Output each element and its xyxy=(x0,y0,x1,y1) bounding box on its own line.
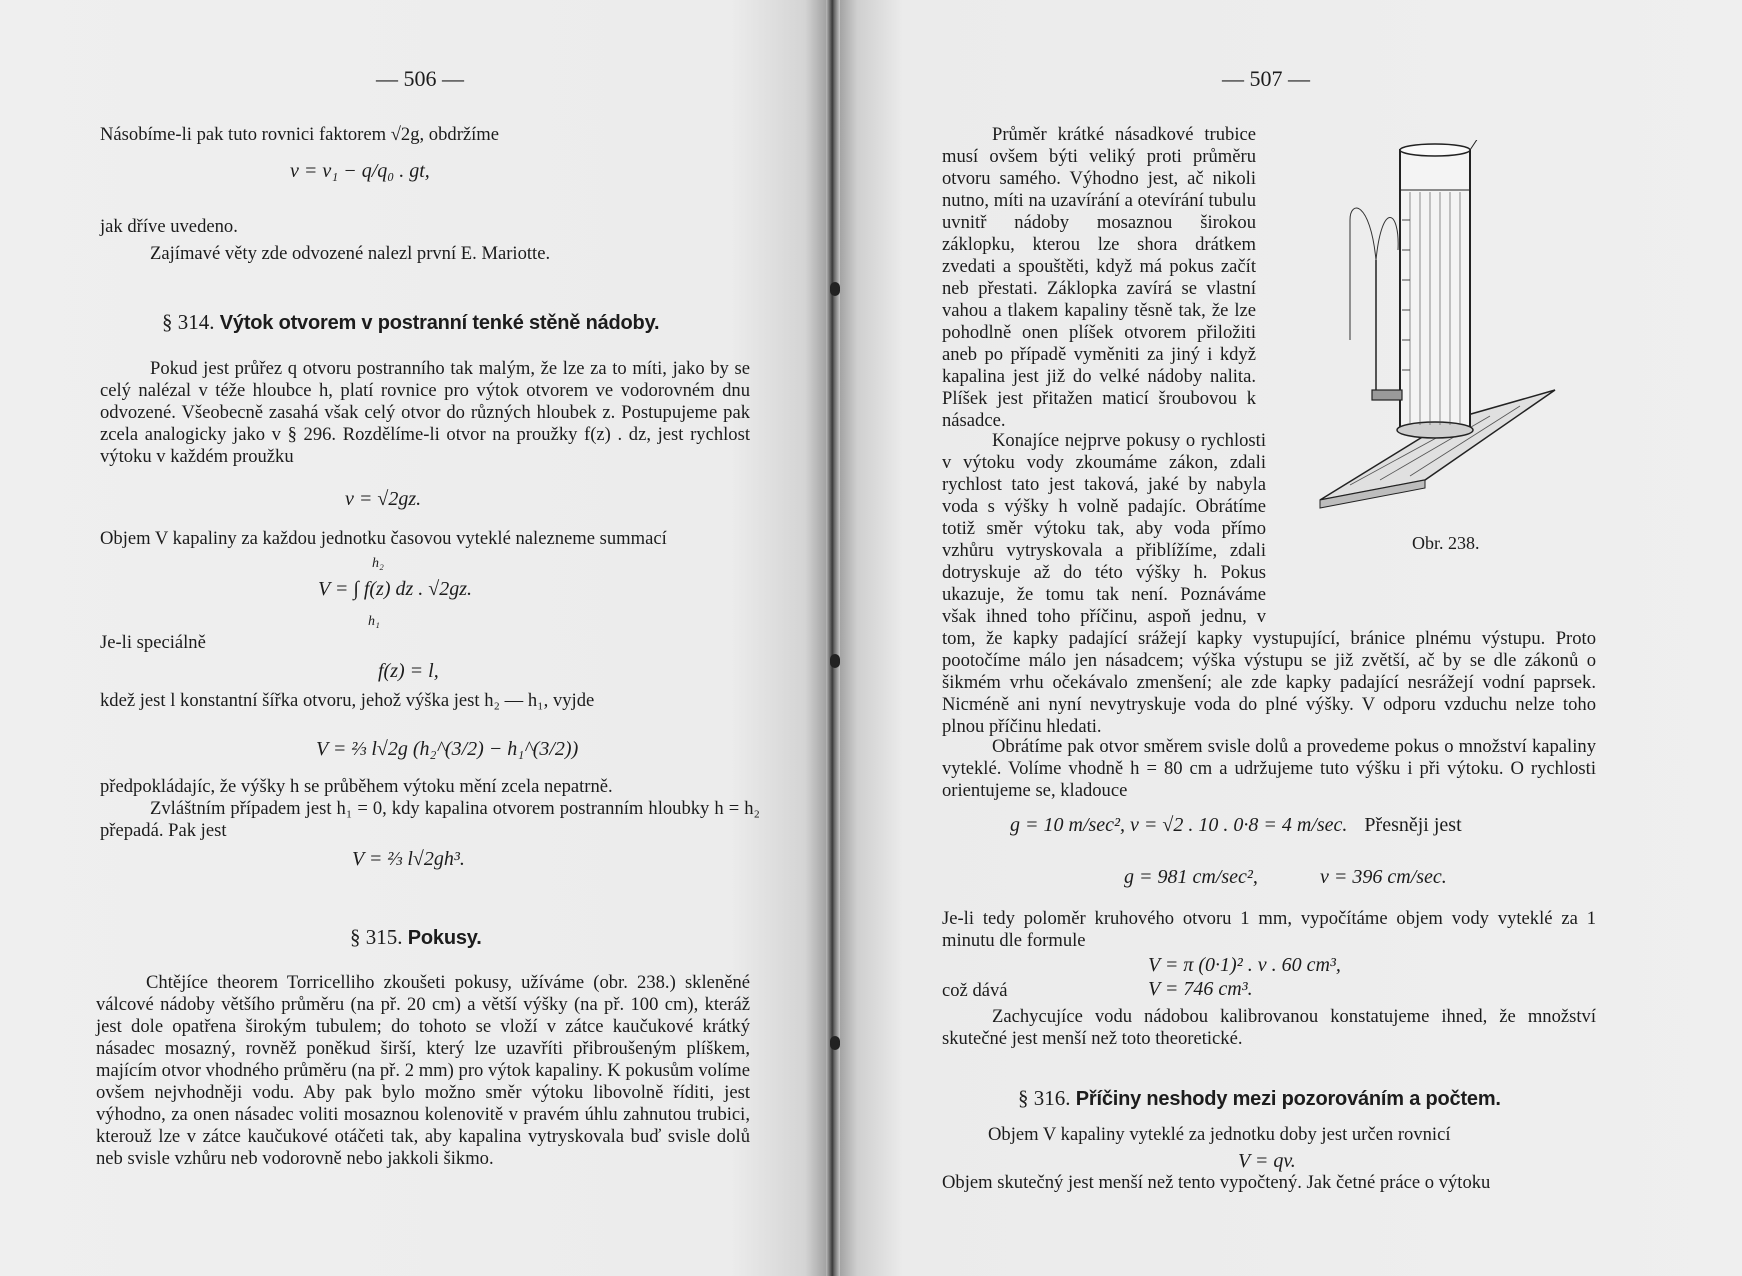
binding-stitch xyxy=(830,654,840,668)
nozzle xyxy=(1372,390,1402,400)
book-gutter xyxy=(826,0,840,1276)
page-number-left: — 506 — xyxy=(376,66,464,91)
integral-lower-limit: h₁ xyxy=(368,614,380,629)
paragraph-prumer: Průměr krátké násadkové trubice musí ovšem býti veliký proti průměru otvoru samého. Výhodno jest, ač nikoli nutno, míti na uzavírání a otevírání tubulu uvnitř nádoby mosaznou širokou záklopku, kterou lze shora drátkem zvedati a spouštěti, když má pokus začít neb přestati. Záklopka zavírá se vlastní vahou a tlakem kapaliny těsně tak, že lze pohodlně onen plíšek otvorem přiložiti aneb po případě vyměniti za jiný i když kapalina jest již do velké nádoby nalita. Plíšek jest přitažen maticí šroubovou k násadce. xyxy=(942,124,1256,431)
paragraph-objem: Objem V kapaliny vyteklé za jednotku doby jest určen rovnicí xyxy=(988,1124,1451,1145)
binding-stitch xyxy=(830,1036,840,1050)
equation-5: V = ⅔ l√2g (h₂^(3/2) − h₁^(3/2)) xyxy=(316,738,579,760)
paragraph-last: Objem skutečný jest menší než tento vypočtený. Jak četné práce o výtoku xyxy=(942,1172,1491,1193)
paragraph-konajice: Konajíce nejprve pokusy o rychlosti v výtoku vody zkoumáme zákon, zdali rychlost tato jest taková, jaké by nabyla voda s výšky h volně padajíc. Obrátíme totiž směr výtoku tak, aby voda přímo vzhůru vytryskovala a přiblížíme, zdali dotryskuje až do této výšky h. Pokus ukazuje, že tomu tak není. Poznáváme však ihned toho příčinu, aspoň jednu, v tom, že kapky padající srážejí kapky vystupující, bránice plnému výstupu. Proto pootočíme málo jen násadcem; výška výstupu se již zvětší, ač by se dle zákonů o šikmém vrhu očekávalo zmenšení; ale zde kapky padající nesrážejí vodní paprsek. Nicméně ani nyní nevytryskuje voda do plné výšky. V odporu vzduchu nelze toho plnou příčinu hledati. xyxy=(942,430,1596,736)
equation-3: V = ∫ f(z) dz . √2gz. xyxy=(318,578,473,600)
section-315-title: Pokusy. xyxy=(407,927,482,949)
equation-7: g = 10 m/sec², v = √2 . 10 . 0·8 = 4 m/sec. Přesněji jest xyxy=(1010,814,1462,836)
intro-line: Násobíme-li pak tuto rovnici faktorem √2g, obdržíme xyxy=(100,124,500,145)
equation-4: f(z) = l, xyxy=(378,660,439,682)
section-316-number: § 316. xyxy=(1018,1086,1071,1110)
water-jet-right xyxy=(1376,218,1398,261)
equation-2: v = √2gz. xyxy=(345,488,422,510)
equation-9: V = π (0·1)² . v . 60 cm³, xyxy=(1148,954,1341,976)
section-314-title: Výtok otvorem v postranní tenké stěně nádoby. xyxy=(219,312,660,334)
equation-1-text: v = v₁ − q/q₀ . gt, xyxy=(290,160,430,182)
equation-8b: v = 396 cm/sec. xyxy=(1320,866,1447,888)
page-number-right: — 507 — xyxy=(1222,66,1310,91)
binding-stitch xyxy=(830,282,840,296)
integral-upper-limit: h₂ xyxy=(372,556,384,571)
paragraph-prurez: Pokud jest průřez q otvoru postranního tak malým, že lze za to míti, jako by se celý nalézal v téže hloubce h, platí rovnice pro výtok otvorem ve vodorovném dnu odvozené. Všeobecně zasahá však celý otvor do různých hloubek z. Postupujeme pak zcela analogicky jako v § 296. Rozdělíme-li otvor na proužky f(z) . dz, jest rychlost výtoku v každém proužku xyxy=(100,358,750,467)
cylinder-base xyxy=(1397,422,1473,438)
equation-10: V = 746 cm³. xyxy=(1148,978,1253,1000)
as-before-line: jak dříve uvedeno. Zajímavé věty zde odvozené nalezl první E. Mariotte. xyxy=(100,216,551,264)
predpoklad-block: předpokládajíc, že výšky h se průběhem výtoku mění zcela nepatrně. Zvláštním případem jest h₁ = 0, kdy kapalina otvorem postranním hloubky h = h₂ přepadá. Pak jest xyxy=(100,776,760,841)
paragraph-pokusy: Chtějíce theorem Torricelliho zkoušeti pokusy, užíváme (obr. 238.) skleněné válcové nádoby většího průměru (na př. 20 cm) a větší výšky (na př. 100 cm), kteráž jest dole opatřena širokým tubulem; do tohoto se vloží v zátce kaučukové krátký násadec mosazný, rovněž poněkud širší, který lze uzavříti přibroušeným plíškem, majícím otvor vhodného průměru (na př. 2 mm) pro výtok kapaliny. K pokusům volíme ovšem nejvhodněji vodu. Aby pak bylo možno směr výtoku libovolně říditi, jest výhodno, za onen násadec voliti mosaznou kolenovitě v pravém úhlu zahnutou trubici, kterouž lze v zátce kaučukové otáčeti tak, aby kapalina vytryskovala buď svisle dolů neb svisle vzhůru neb vodorovně nebo jakkoli šikmo. xyxy=(96,972,750,1169)
paragraph-zachycujice: Zachycujíce vodu nádobou kalibrovanou konstatujeme ihned, že množství skutečné jest menší než toto theoretické. xyxy=(942,1006,1596,1049)
objem-line: Objem V kapaliny za každou jednotku časovou vyteklé nalezneme summací xyxy=(100,528,667,549)
glass-cylinder xyxy=(1400,150,1470,430)
section-314-number: § 314. xyxy=(162,310,215,334)
paragraph-polomer: Je-li tedy poloměr kruhového otvoru 1 mm, vypočítáme objem vody vyteklé za 1 minutu dle formule xyxy=(942,908,1596,951)
coz-dava: což dává xyxy=(942,980,1008,1001)
equation-8a: g = 981 cm/sec², xyxy=(1124,866,1258,888)
figure-238-cylinder-vessel xyxy=(1310,140,1560,520)
equation-11: V = qv. xyxy=(1238,1150,1296,1172)
cylinder-rim xyxy=(1400,144,1470,156)
left-page xyxy=(0,0,830,1276)
section-314-heading xyxy=(162,310,659,335)
wire xyxy=(1470,140,1478,150)
section-315-number: § 315. xyxy=(350,925,403,949)
equation-6: V = ⅔ l√2gh³. xyxy=(352,848,465,870)
figure-caption: Obr. 238. xyxy=(1412,533,1480,553)
section-315-heading xyxy=(350,925,482,950)
section-316-heading xyxy=(1018,1086,1501,1111)
special-line: Je-li speciálně xyxy=(100,632,206,653)
water-jet-left xyxy=(1350,208,1376,340)
paragraph-obratime: Obrátíme pak otvor směrem svisle dolů a provedeme pokus o množství kapaliny vyteklé. Volíme vhodně h = 80 cm a udržujeme tuto výšku i při výtoku. O rychlosti orientujeme se, kladouce xyxy=(942,736,1596,801)
kdez-line: kdež jest l konstantní šířka otvoru, jehož výška jest h₂ — h₁, vyjde xyxy=(100,690,595,711)
section-316-title: Příčiny neshody mezi pozorováním a počtem. xyxy=(1075,1088,1501,1110)
equation-1 xyxy=(290,160,430,183)
